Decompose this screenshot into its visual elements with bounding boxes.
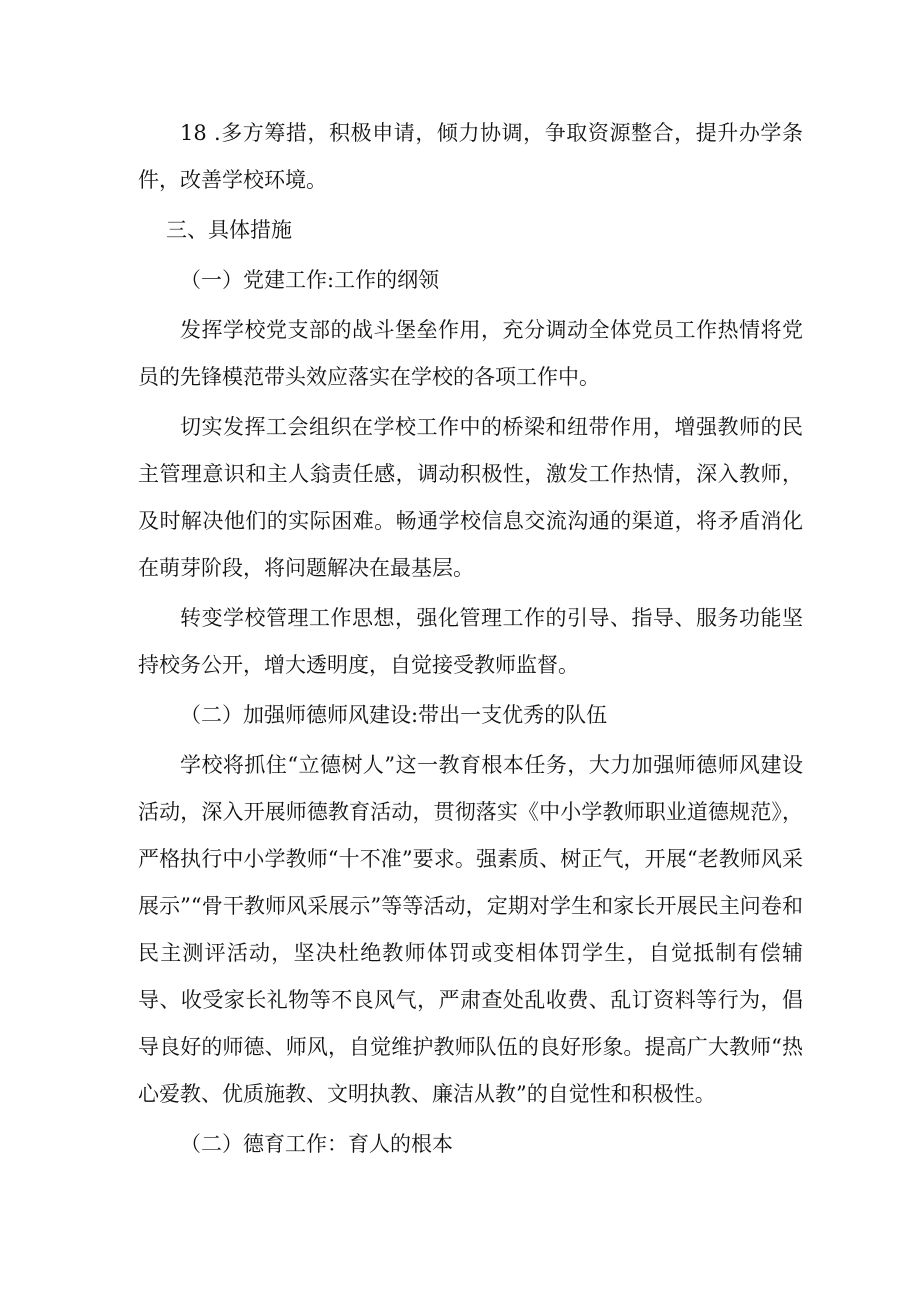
subheading-party-building: （一）党建工作:工作的纲领: [180, 268, 440, 292]
subheading-teacher-ethics: （二）加强师德师风建设:带出一支优秀的队伍: [180, 703, 608, 727]
document-page: [138, 110, 803, 1171]
section-heading-measures: 三、具体措施: [166, 218, 292, 242]
paragraph-teacher-ethics: 学校将抓住“立德树人”这一教育根本任务，大力加强师德师风建设活动，深入开展师德教育活动，贯彻落实《中小学教师职业道德规范》，严格执行中小学教师“十不准”要求。强素质、树正气，开展“老教师风采展示”“骨干教师风采展示”等等活动，定期对学生和家长开展民主问卷和民主测评活动，坚决杜绝教师体罚或变相体罚学生，自觉抵制有偿辅导、收受家长礼物等不良风气，严肃查处乱收费、乱订资料等行为，倡导良好的师德、师风，自觉维护教师队伍的良好形象。提高广大教师“热心爱教、优质施教、文明执教、廉洁从教”的自觉性和积极性。: [138, 753, 803, 1106]
paragraph-item-18: 18 .多方筹措，积极申请，倾力协调，争取资源整合，提升办学条件，改善学校环境。: [138, 121, 803, 192]
paragraph-trade-union: 切实发挥工会组织在学校工作中的桥梁和纽带作用，增强教师的民主管理意识和主人翁责任感，调动积极性，激发工作热情，深入教师，及时解决他们的实际困难。畅通学校信息交流沟通的渠道，将矛盾消化在萌芽阶段，将问题解决在最基层。: [138, 415, 803, 580]
paragraph-party-branch: 发挥学校党支部的战斗堡垒作用，充分调动全体党员工作热情将党员的先锋模范带头效应落实在学校的各项工作中。: [138, 318, 803, 389]
paragraph-management: 转变学校管理工作思想，强化管理工作的引导、指导、服务功能坚持校务公开，增大透明度，自觉接受教师监督。: [138, 606, 803, 677]
subheading-moral-education: （二）德育工作：育人的根本: [180, 1132, 453, 1156]
